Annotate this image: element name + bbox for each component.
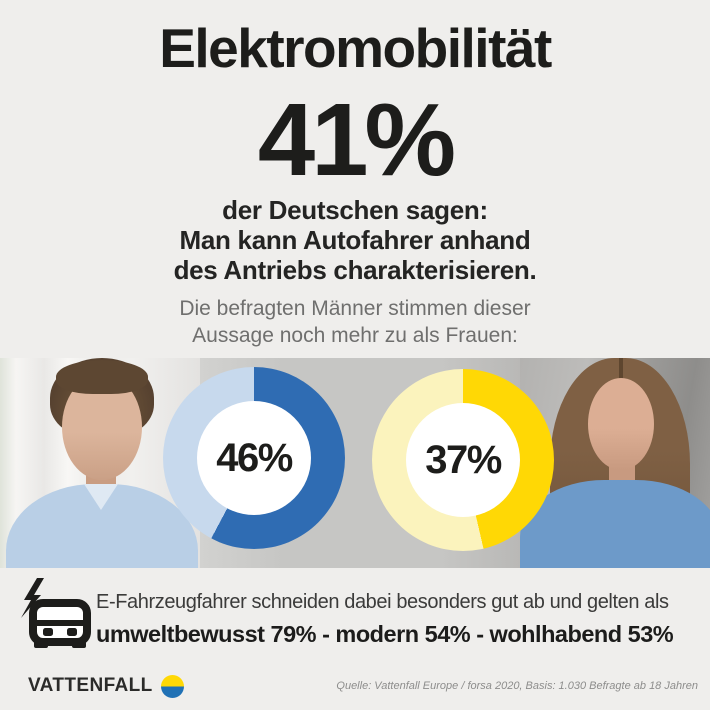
headline-line: der Deutschen sagen: (222, 195, 488, 225)
sub-line: Die befragten Männer stimmen dieser (179, 297, 531, 320)
donut-chart-men (163, 367, 345, 549)
electric-car-icon (16, 578, 94, 650)
sub-statement (0, 295, 710, 349)
vattenfall-roundel-icon (161, 675, 184, 698)
headline-line: des Antriebs charakterisieren. (173, 255, 537, 285)
donut-men-value: 46% (216, 435, 292, 480)
woman-tshirt (520, 480, 710, 568)
page-title: Elektromobilität (159, 17, 551, 79)
donut-chart-women (372, 369, 554, 551)
vattenfall-logo (28, 675, 184, 698)
donut-men-hole (197, 401, 311, 515)
headline-value: 41% (257, 82, 453, 197)
sub-line: Aussage noch mehr zu als Frauen: (192, 324, 518, 347)
bottom-statement-intro: E-Fahrzeugfahrer schneiden dabei besonders gut ab und gelten als (96, 591, 669, 613)
man-fringe (56, 360, 148, 394)
photo-strip (0, 358, 710, 568)
headline-statement (0, 195, 710, 285)
footer (28, 670, 698, 702)
woman-face (588, 378, 654, 470)
vattenfall-wordmark: VATTENFALL (28, 675, 153, 696)
woman-hair-parting (619, 358, 623, 378)
source-note: Quelle: Vattenfall Europe / forsa 2020, Basis: 1.030 Befragte ab 18 Jahren (336, 680, 698, 692)
donut-women-hole (406, 403, 520, 517)
donut-women-value: 37% (425, 437, 501, 482)
bottom-statement-stats: umweltbewusst 79% - modern 54% - wohlhabend 53% (96, 621, 674, 647)
headline-line: Man kann Autofahrer anhand (179, 225, 531, 255)
bottom-statement (96, 590, 696, 648)
